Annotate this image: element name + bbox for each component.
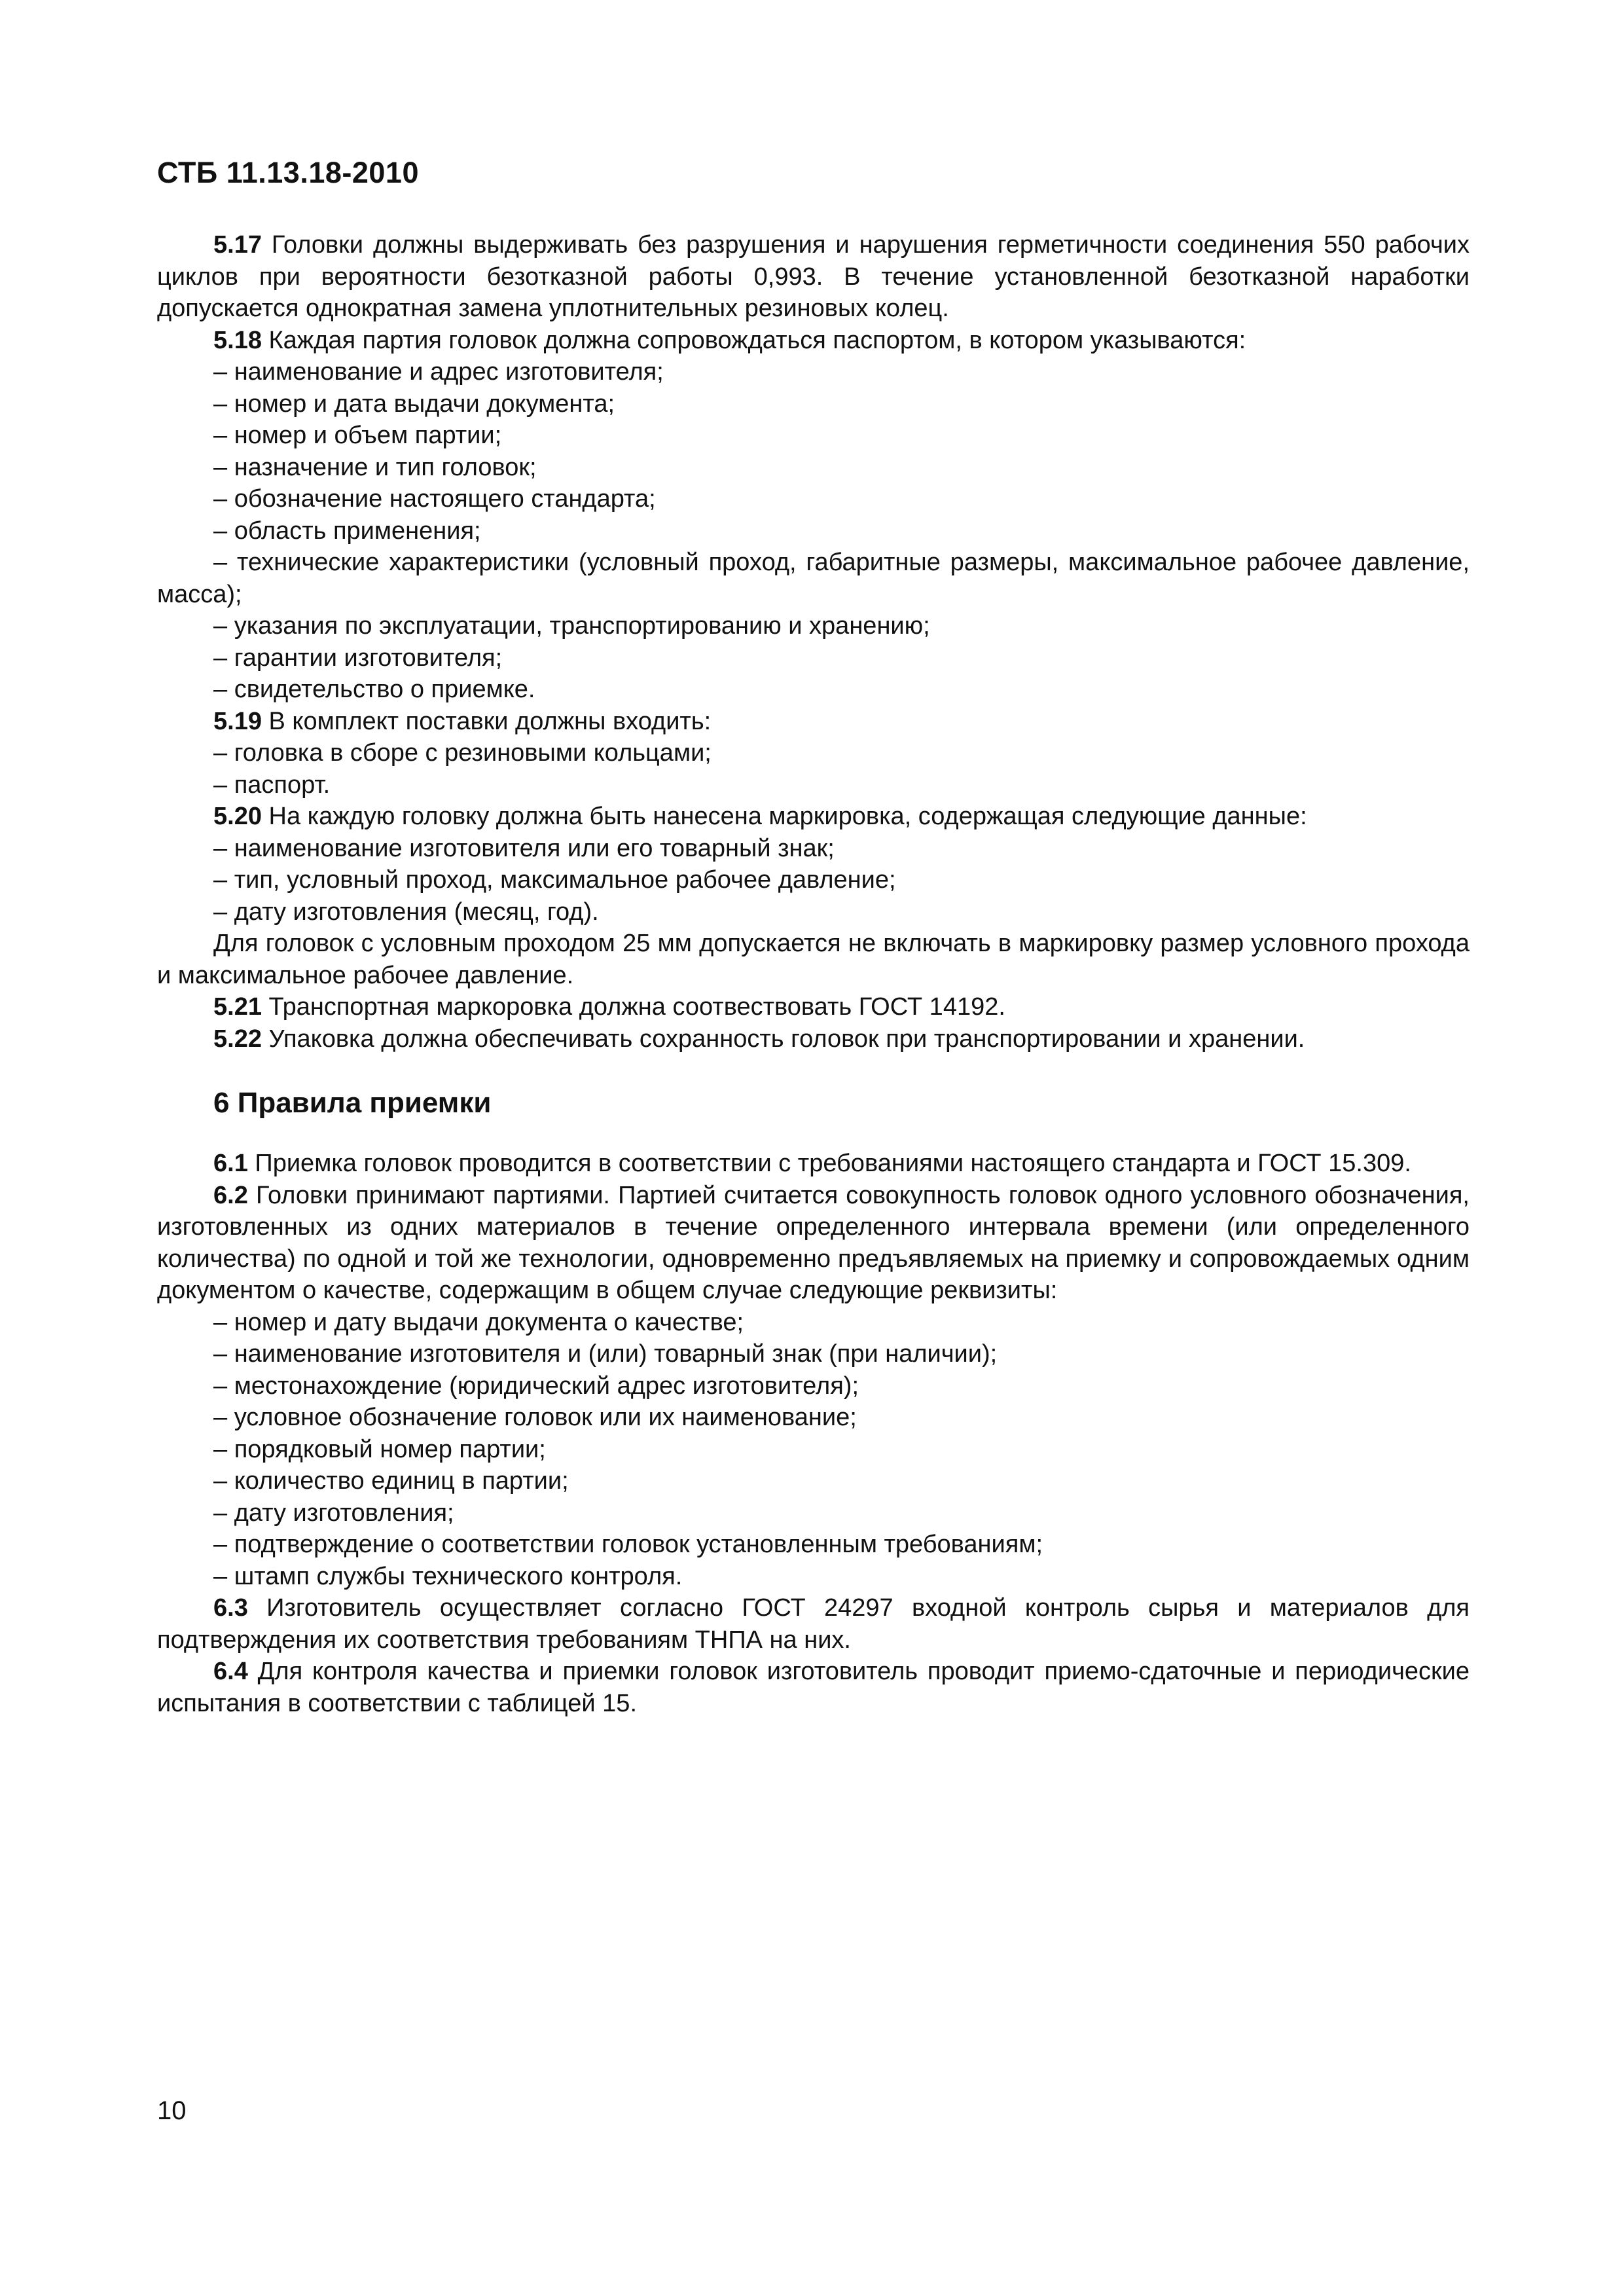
list-item: – номер и дата выдачи документа; xyxy=(213,390,615,418)
clause-5-19 xyxy=(157,706,1470,738)
document-body xyxy=(157,229,1470,1719)
list-item: – указания по эксплуатации, транспортированию и хранению; xyxy=(213,612,930,640)
list-item: – местонахождение (юридический адрес изготовителя); xyxy=(213,1372,859,1400)
clause-text: Головки принимают партиями. Партией считается совокупность головок одного условного обозначения, изготовленных из одних материалов в течение определенного интервала времени (или определенного количества) по одной и той же технологии, одновременно предъявляемых на приемку и сопровождаемых одним документом о качестве, содержащим в общем случае следующие реквизиты: xyxy=(157,1181,1470,1304)
document-code-header: СТБ 11.13.18-2010 xyxy=(157,156,419,189)
clause-5-17 xyxy=(157,229,1470,325)
list-item: – свидетельство о приемке. xyxy=(213,676,535,703)
list-item: – подтверждение о соответствии головок установленным требованиям; xyxy=(213,1531,1043,1558)
list-item: – гарантии изготовителя; xyxy=(213,644,503,672)
clause-text: Упаковка должна обеспечивать сохранность головок при транспортировании и хранении. xyxy=(261,1025,1305,1053)
clause-number: 6.2 xyxy=(213,1181,248,1209)
clause-number: 5.21 xyxy=(213,993,262,1021)
list-item: – наименование изготовителя и (или) товарный знак (при наличии); xyxy=(213,1340,998,1368)
list-item: – наименование изготовителя или его товарный знак; xyxy=(213,834,835,862)
clause-text: Каждая партия головок должна сопровождаться паспортом, в котором указываются: xyxy=(261,326,1246,354)
list-item: – наименование и адрес изготовителя; xyxy=(213,358,664,386)
clause-5-21 xyxy=(157,991,1470,1023)
clause-number: 5.18 xyxy=(213,326,262,354)
list-item: – дату изготовления; xyxy=(213,1499,454,1527)
list-item: – номер и дату выдачи документа о качестве; xyxy=(213,1308,744,1336)
list-item: – паспорт. xyxy=(213,771,331,799)
clause-text: Транспортная маркоровка должна соотвествовать ГОСТ 14192. xyxy=(261,993,1005,1021)
clause-number: 5.19 xyxy=(213,707,262,735)
list-item: – условное обозначение головок или их наименование; xyxy=(213,1404,857,1431)
clause-number: 6.1 xyxy=(213,1150,248,1177)
list-item: – обозначение настоящего стандарта; xyxy=(213,485,656,513)
page-number: 10 xyxy=(157,2096,187,2125)
clause-number: 5.22 xyxy=(213,1025,262,1053)
list-item: – тип, условный проход, максимальное рабочее давление; xyxy=(213,866,896,894)
clause-6-3 xyxy=(157,1592,1470,1656)
clause-text: На каждую головку должна быть нанесена маркировка, содержащая следующие данные: xyxy=(261,803,1307,830)
clause-text: В комплект поставки должны входить: xyxy=(261,707,712,735)
clause-number: 5.20 xyxy=(213,803,262,830)
clause-number: 5.17 xyxy=(213,231,262,259)
clause-number: 6.3 xyxy=(213,1594,248,1622)
list-item: – номер и объем партии; xyxy=(213,422,502,449)
clause-text: Изготовитель осуществляет согласно ГОСТ 24297 входной контроль сырья и материалов для подтверждения их соответствия требованиям ТНПА на них. xyxy=(157,1594,1470,1654)
clause-number: 6.4 xyxy=(213,1658,248,1685)
clause-5-18 xyxy=(157,325,1470,357)
list-item: – технические характеристики (условный проход, габаритные размеры, максимальное рабочее давление, масса); xyxy=(157,549,1470,608)
section-heading: 6 Правила приемки xyxy=(213,1087,492,1119)
list-item: – количество единиц в партии; xyxy=(213,1467,569,1495)
list-item: – назначение и тип головок; xyxy=(213,453,537,481)
clause-6-1 xyxy=(157,1148,1470,1180)
clause-6-4 xyxy=(157,1656,1470,1719)
list-item: – порядковый номер партии; xyxy=(213,1435,546,1463)
list-item: – дату изготовления (месяц, год). xyxy=(213,898,599,926)
clause-text: Головки должны выдерживать без разрушения и нарушения герметичности соединения 550 рабочих циклов при вероятности безотказной работы 0,993. В течение установленной безотказной наработки допускается однократная замена уплотнительных резиновых колец. xyxy=(157,231,1470,322)
clause-5-22 xyxy=(157,1023,1470,1055)
clause-text: Для контроля качества и приемки головок изготовитель проводит приемо-сдаточные и периодические испытания в соответствии с таблицей 15. xyxy=(157,1658,1470,1717)
clause-6-2 xyxy=(157,1180,1470,1307)
list-item: – головка в сборе с резиновыми кольцами; xyxy=(213,739,712,767)
list-item: – область применения; xyxy=(213,517,481,545)
clause-text: Приемка головок проводится в соответствии с требованиями настоящего стандарта и ГОСТ 15.309. xyxy=(247,1150,1411,1177)
clause-5-20 xyxy=(157,801,1470,833)
clause-note: Для головок с условным проходом 25 мм допускается не включать в маркировку размер условного прохода и максимальное рабочее давление. xyxy=(157,930,1470,989)
list-item: – штамп службы технического контроля. xyxy=(213,1562,683,1590)
